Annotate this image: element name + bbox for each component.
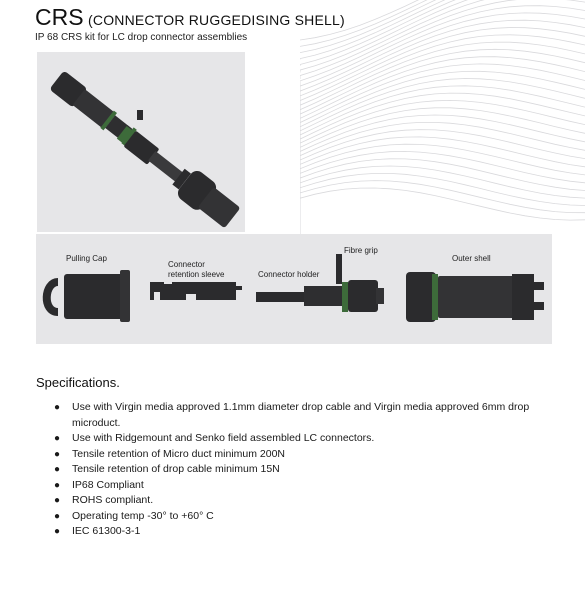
label-fibre-grip: Fibre grip bbox=[344, 246, 378, 255]
product-assembly-photo bbox=[37, 52, 245, 232]
bullet-icon: ● bbox=[54, 479, 61, 491]
list-item: ● Operating temp -30° to +60° C bbox=[52, 509, 562, 525]
title-full-name: (CONNECTOR RUGGEDISING SHELL) bbox=[88, 12, 345, 28]
specifications-list bbox=[52, 400, 562, 540]
list-item: ● ROHS compliant. bbox=[52, 493, 562, 509]
bullet-icon: ● bbox=[54, 495, 61, 506]
label-retention-sleeve-line1: Connector bbox=[168, 260, 205, 269]
bullet-icon: ● bbox=[54, 510, 61, 522]
list-item: ● Tensile retention of Micro duct minimum 200N bbox=[52, 447, 562, 463]
pulling-cap-illustration bbox=[47, 270, 130, 322]
bullet-icon: ● bbox=[54, 433, 61, 444]
list-item: ● IP68 Compliant bbox=[52, 478, 562, 494]
outer-shell-illustration bbox=[406, 272, 544, 322]
parts-breakdown-panel bbox=[36, 234, 552, 344]
list-item: ● Use with Virgin media approved 1.1mm diameter drop cable and Virgin media approved 6mm drop microduct. bbox=[54, 401, 530, 429]
label-pulling-cap: Pulling Cap bbox=[66, 254, 107, 263]
page-subtitle: IP 68 CRS kit for LC drop connector assemblies bbox=[35, 32, 248, 43]
retention-sleeve-illustration bbox=[150, 278, 242, 300]
page-title bbox=[35, 4, 345, 31]
bullet-icon: ● bbox=[54, 464, 61, 475]
bullet-icon: ● bbox=[54, 448, 61, 460]
bullet-icon: ● bbox=[54, 526, 61, 537]
list-item: ● Tensile retention of drop cable minimum 15N bbox=[52, 462, 562, 478]
list-item: ● IEC 61300-3-1 bbox=[52, 524, 562, 540]
label-connector-holder: Connector holder bbox=[258, 270, 320, 279]
title-acronym: CRS bbox=[35, 4, 84, 30]
connector-holder-illustration bbox=[256, 254, 384, 312]
list-item: ● Use with Ridgemount and Senko field assembled LC connectors. bbox=[52, 431, 562, 447]
specifications-heading: Specifications. bbox=[36, 375, 120, 390]
parts-illustration bbox=[36, 234, 552, 344]
label-retention-sleeve-line2: retention sleeve bbox=[168, 270, 225, 279]
decorative-wave-lines bbox=[300, 0, 585, 240]
bullet-icon: ● bbox=[54, 402, 61, 413]
label-outer-shell: Outer shell bbox=[452, 254, 491, 263]
